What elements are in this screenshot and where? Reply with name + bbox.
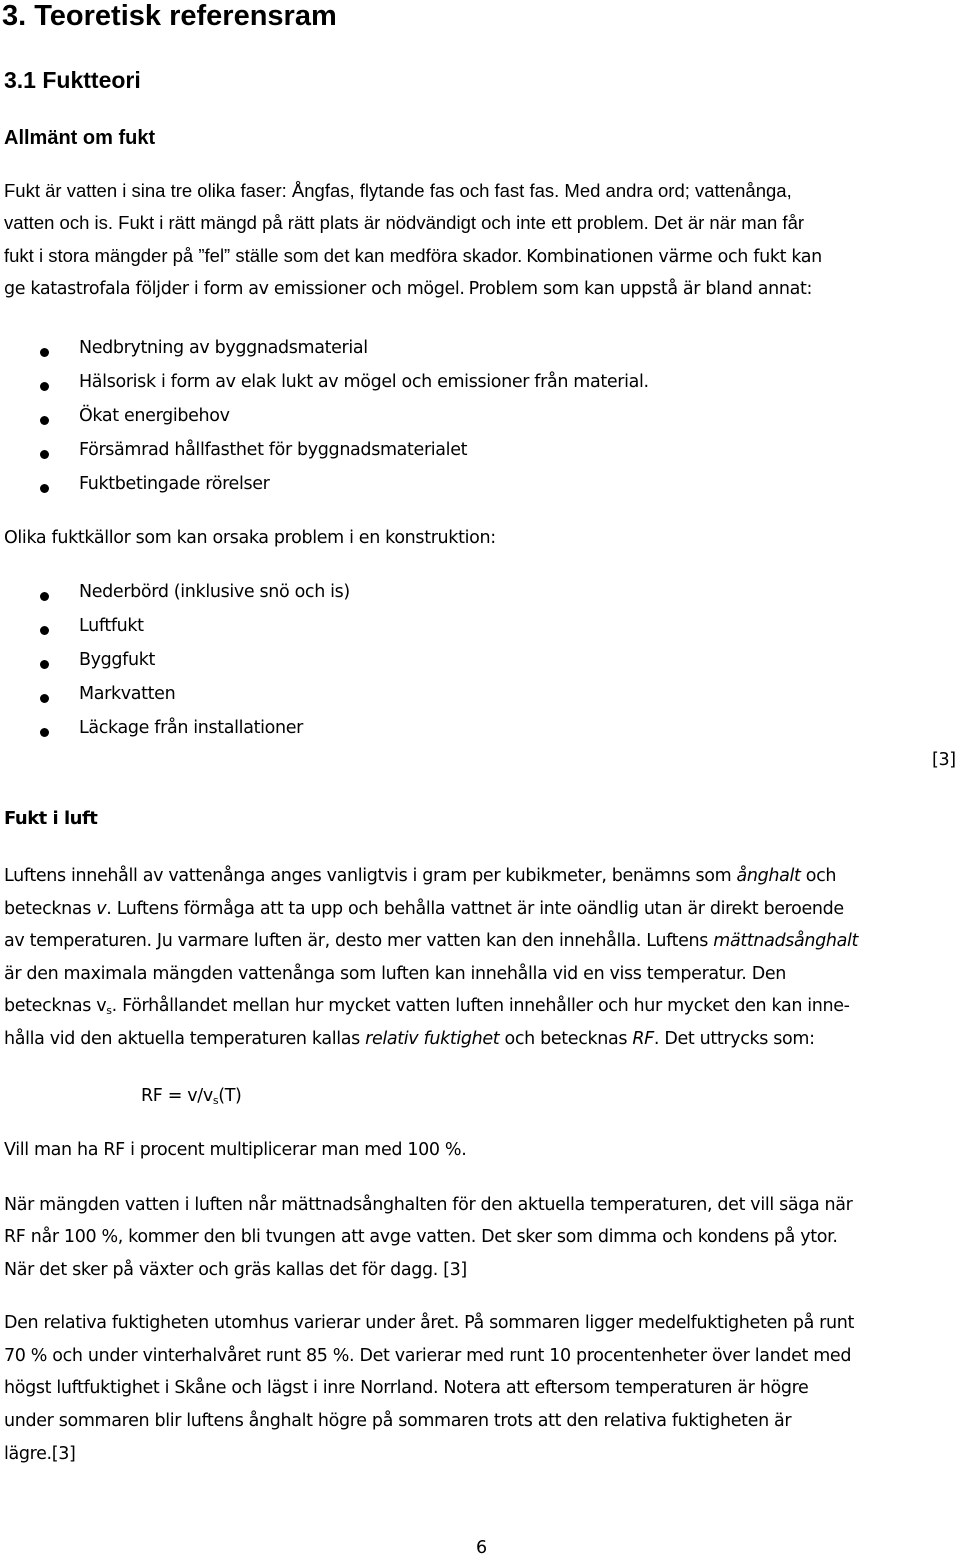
subscript: s — [212, 1094, 219, 1107]
term-mattnadsanghalt: mättnadsånghalt — [713, 931, 859, 951]
paragraph-line — [4, 931, 858, 951]
bullet-icon — [40, 348, 49, 357]
term-rf: RF — [632, 1029, 654, 1049]
paragraph-line: Fukt är vatten i sina tre olika faser: Ångfas, flytande fas och fast fas. Med andra ord; vattenånga, — [4, 180, 792, 201]
formula-part: RF = v/v — [141, 1086, 213, 1106]
list-item: Ökat energibehov — [79, 406, 230, 426]
paragraph-fragment: . Luftens förmåga att ta upp och behålla vattnet är inte oändlig utan är direkt beroende — [106, 899, 844, 919]
paragraph-line: är den maximala mängden vattenånga som luften kan innehålla vid en viss temperatur. Den — [4, 964, 787, 984]
paragraph-fragment: betecknas v — [4, 996, 107, 1016]
list-item: Hälsorisk i form av elak lukt av mögel och emissioner från material. — [79, 372, 649, 392]
paragraph-fragment: och betecknas — [499, 1029, 633, 1049]
paragraph-line — [4, 899, 844, 919]
paragraph-line — [4, 279, 812, 299]
bullet-icon — [40, 592, 49, 601]
paragraph-fragment: hålla vid den aktuella temperaturen kallas — [4, 1029, 366, 1049]
paragraph-line — [4, 996, 850, 1017]
list-item: Nedbrytning av byggnadsmaterial — [79, 338, 368, 358]
paragraph-line: vatten och is. Fukt i rätt mängd på rätt plats är nödvändigt och inte ett problem. Det är när man får — [4, 212, 805, 233]
bullet-icon — [40, 694, 49, 703]
bullet-icon — [40, 626, 49, 635]
paragraph-fragment: fukt i stora mängder på ”fel” ställe som det kan medföra skador. — [4, 245, 523, 266]
section-heading: 3.1 Fuktteori — [4, 67, 141, 93]
list-item: Fuktbetingade rörelser — [79, 474, 270, 494]
list-item: Luftfukt — [79, 616, 144, 636]
page-number: 6 — [476, 1538, 488, 1558]
paragraph-fragment: och — [800, 866, 837, 886]
paragraph-line: 70 % och under vinterhalvåret runt 85 %. Det varierar med runt 10 procentenheter över landet med — [4, 1346, 852, 1366]
paragraph-line: När det sker på växter och gräs kallas det för dagg. [3] — [4, 1260, 467, 1280]
bullet-icon — [40, 660, 49, 669]
paragraph-fragment: Problem som kan uppstå är bland annat: — [468, 279, 813, 299]
paragraph-line: Den relativa fuktigheten utomhus varierar under året. På sommaren ligger medelfuktigheten på runt — [4, 1313, 855, 1333]
term-anghalt: ånghalt — [736, 866, 801, 886]
list-item: Markvatten — [79, 684, 176, 704]
sources-intro: Olika fuktkällor som kan orsaka problem i en konstruktion: — [4, 528, 496, 548]
paragraph-line: RF når 100 %, kommer den bli tvungen att avge vatten. Det sker som dimma och kondens på ytor. — [4, 1227, 838, 1247]
list-item: Byggfukt — [79, 650, 156, 670]
paragraph-fragment: betecknas — [4, 899, 97, 919]
bullet-icon — [40, 450, 49, 459]
list-item: Försämrad hållfasthet för byggnadsmaterialet — [79, 440, 468, 460]
bullet-icon — [40, 382, 49, 391]
bullet-icon — [40, 728, 49, 737]
chapter-heading: 3. Teoretisk referensram — [2, 0, 337, 32]
reference-citation: [3] — [932, 750, 956, 770]
bullet-icon — [40, 484, 49, 493]
paragraph-line — [4, 1029, 815, 1049]
paragraph-line — [4, 866, 836, 886]
paragraph-line: När mängden vatten i luften når mättnadsånghalten för den aktuella temperaturen, det vill säga när — [4, 1195, 853, 1215]
paragraph-line: under sommaren blir luftens ånghalt högre på sommaren trots att den relativa fuktigheten är — [4, 1411, 792, 1431]
paragraph-fragment: ge katastrofala följder i form av emissioner och mögel. — [4, 279, 465, 299]
paragraph-line: lägre.[3] — [4, 1444, 76, 1464]
formula-part: (T) — [218, 1086, 242, 1106]
paragraph-line: Vill man ha RF i procent multiplicerar man med 100 %. — [4, 1140, 467, 1160]
term-v: v — [96, 899, 107, 919]
subscript: s — [106, 1004, 112, 1017]
paragraph-fragment: Kombinationen värme och fukt kan — [526, 247, 822, 267]
paragraph-line: högst luftfuktighet i Skåne och lägst i inre Norrland. Notera att eftersom temperaturen är högre — [4, 1378, 809, 1398]
term-relativ-fuktighet: relativ fuktighet — [365, 1029, 500, 1049]
subsection-heading-luft: Fukt i luft — [4, 808, 98, 829]
paragraph-fragment: . Förhållandet mellan hur mycket vatten luften innehåller och hur mycket den kan inne- — [111, 996, 850, 1016]
paragraph-fragment: . Det uttrycks som: — [653, 1029, 815, 1049]
list-item: Nederbörd (inklusive snö och is) — [79, 582, 350, 602]
paragraph-fragment: Luftens innehåll av vattenånga anges vanligtvis i gram per kubikmeter, benämns som — [4, 866, 737, 886]
paragraph-line — [4, 245, 822, 267]
subsection-heading-allmant: Allmänt om fukt — [4, 127, 156, 149]
formula-rf — [141, 1086, 242, 1107]
bullet-icon — [40, 416, 49, 425]
list-item: Läckage från installationer — [79, 718, 303, 738]
paragraph-fragment: av temperaturen. Ju varmare luften är, desto mer vatten kan den innehålla. Luftens — [4, 931, 714, 951]
